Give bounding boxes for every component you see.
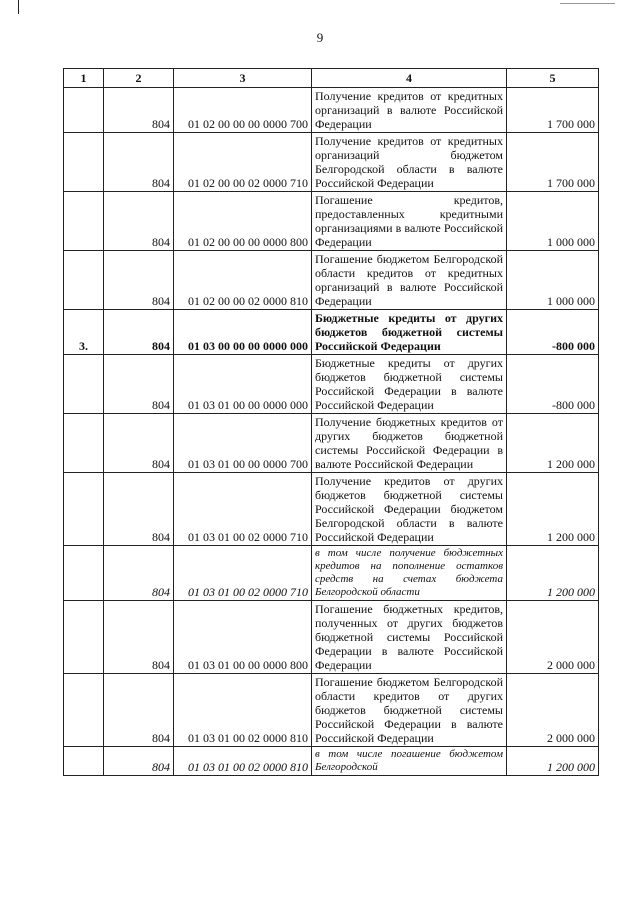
row-number <box>64 251 104 310</box>
sources-table <box>63 68 599 776</box>
row-number <box>64 355 104 414</box>
budget-code: 01 02 00 00 02 0000 710 <box>174 133 312 192</box>
row-number <box>64 473 104 546</box>
table-row <box>64 546 599 601</box>
row-number <box>64 747 104 776</box>
amount: 1 700 000 <box>507 133 599 192</box>
amount: 1 200 000 <box>507 473 599 546</box>
amount: 1 200 000 <box>507 546 599 601</box>
header-col-2: 2 <box>104 69 174 88</box>
table-row <box>64 674 599 747</box>
table-row <box>64 414 599 473</box>
admin-code: 804 <box>104 747 174 776</box>
budget-code: 01 02 00 00 00 0000 800 <box>174 192 312 251</box>
header-col-5: 5 <box>507 69 599 88</box>
item-name: Получение кредитов от других бюджетов бюджетной системы Российской Федерации бюджетом Белгородской области в валюте Российской Федерации <box>312 473 507 546</box>
item-name: Получение кредитов от кредитных организаций в валюте Российской Федерации <box>312 88 507 133</box>
row-number <box>64 88 104 133</box>
amount: 1 000 000 <box>507 251 599 310</box>
admin-code: 804 <box>104 192 174 251</box>
admin-code: 804 <box>104 601 174 674</box>
amount: 2 000 000 <box>507 674 599 747</box>
table-row <box>64 310 599 355</box>
row-number <box>64 414 104 473</box>
row-number <box>64 192 104 251</box>
item-name: Погашение бюджетом Белгородской области кредитов от кредитных организаций в валюте Российской Федерации <box>312 251 507 310</box>
row-number <box>64 133 104 192</box>
table-row <box>64 192 599 251</box>
header-col-4: 4 <box>312 69 507 88</box>
admin-code: 804 <box>104 355 174 414</box>
table-row <box>64 133 599 192</box>
budget-code: 01 03 00 00 00 0000 000 <box>174 310 312 355</box>
amount: -800 000 <box>507 355 599 414</box>
table-row <box>64 601 599 674</box>
item-name: Погашение бюджетом Белгородской области кредитов от других бюджетов бюджетной системы Российской Федерации в валюте Российской Федерации <box>312 674 507 747</box>
budget-code: 01 02 00 00 00 0000 700 <box>174 88 312 133</box>
budget-code: 01 03 01 00 02 0000 710 <box>174 546 312 601</box>
page-number: 9 <box>316 30 324 45</box>
corner-mark <box>18 0 19 14</box>
table-row <box>64 251 599 310</box>
admin-code: 804 <box>104 546 174 601</box>
budget-code: 01 03 01 00 00 0000 700 <box>174 414 312 473</box>
row-number <box>64 601 104 674</box>
item-name: Бюджетные кредиты от других бюджетов бюджетной системы Российской Федерации <box>312 310 507 355</box>
amount: -800 000 <box>507 310 599 355</box>
budget-code: 01 03 01 00 00 0000 800 <box>174 601 312 674</box>
item-name: в том числе погашение бюджетом Белгородской <box>312 747 507 776</box>
header-col-1: 1 <box>64 69 104 88</box>
header-row <box>64 69 599 88</box>
admin-code: 804 <box>104 473 174 546</box>
row-number <box>64 546 104 601</box>
item-name: Бюджетные кредиты от других бюджетов бюджетной системы Российской Федерации в валюте Российской Федерации <box>312 355 507 414</box>
item-name: Погашение кредитов, предоставленных кредитными организациями в валюте Российской Федерации <box>312 192 507 251</box>
budget-code: 01 03 01 00 02 0000 710 <box>174 473 312 546</box>
item-name: в том числе получение бюджетных кредитов на пополнение остатков средств на счетах бюджета Белгородской области <box>312 546 507 601</box>
admin-code: 804 <box>104 310 174 355</box>
header-col-3: 3 <box>174 69 312 88</box>
row-number <box>64 674 104 747</box>
row-number: 3. <box>64 310 104 355</box>
amount: 1 200 000 <box>507 747 599 776</box>
amount: 1 000 000 <box>507 192 599 251</box>
table-row <box>64 355 599 414</box>
item-name: Получение кредитов от кредитных организаций бюджетом Белгородской области в валюте Российской Федерации <box>312 133 507 192</box>
budget-code: 01 03 01 00 02 0000 810 <box>174 674 312 747</box>
admin-code: 804 <box>104 88 174 133</box>
budget-code: 01 02 00 00 02 0000 810 <box>174 251 312 310</box>
budget-code: 01 03 01 00 02 0000 810 <box>174 747 312 776</box>
amount: 2 000 000 <box>507 601 599 674</box>
admin-code: 804 <box>104 674 174 747</box>
amount: 1 700 000 <box>507 88 599 133</box>
admin-code: 804 <box>104 251 174 310</box>
table-row <box>64 473 599 546</box>
admin-code: 804 <box>104 133 174 192</box>
amount: 1 200 000 <box>507 414 599 473</box>
top-rule <box>560 3 615 4</box>
table-row <box>64 747 599 776</box>
item-name: Погашение бюджетных кредитов, полученных от других бюджетов бюджетной системы Российской Федерации в валюте Российской Федерации <box>312 601 507 674</box>
budget-code: 01 03 01 00 00 0000 000 <box>174 355 312 414</box>
table-row <box>64 88 599 133</box>
admin-code: 804 <box>104 414 174 473</box>
item-name: Получение бюджетных кредитов от других бюджетов бюджетной системы Российской Федерации в валюте Российской Федерации <box>312 414 507 473</box>
